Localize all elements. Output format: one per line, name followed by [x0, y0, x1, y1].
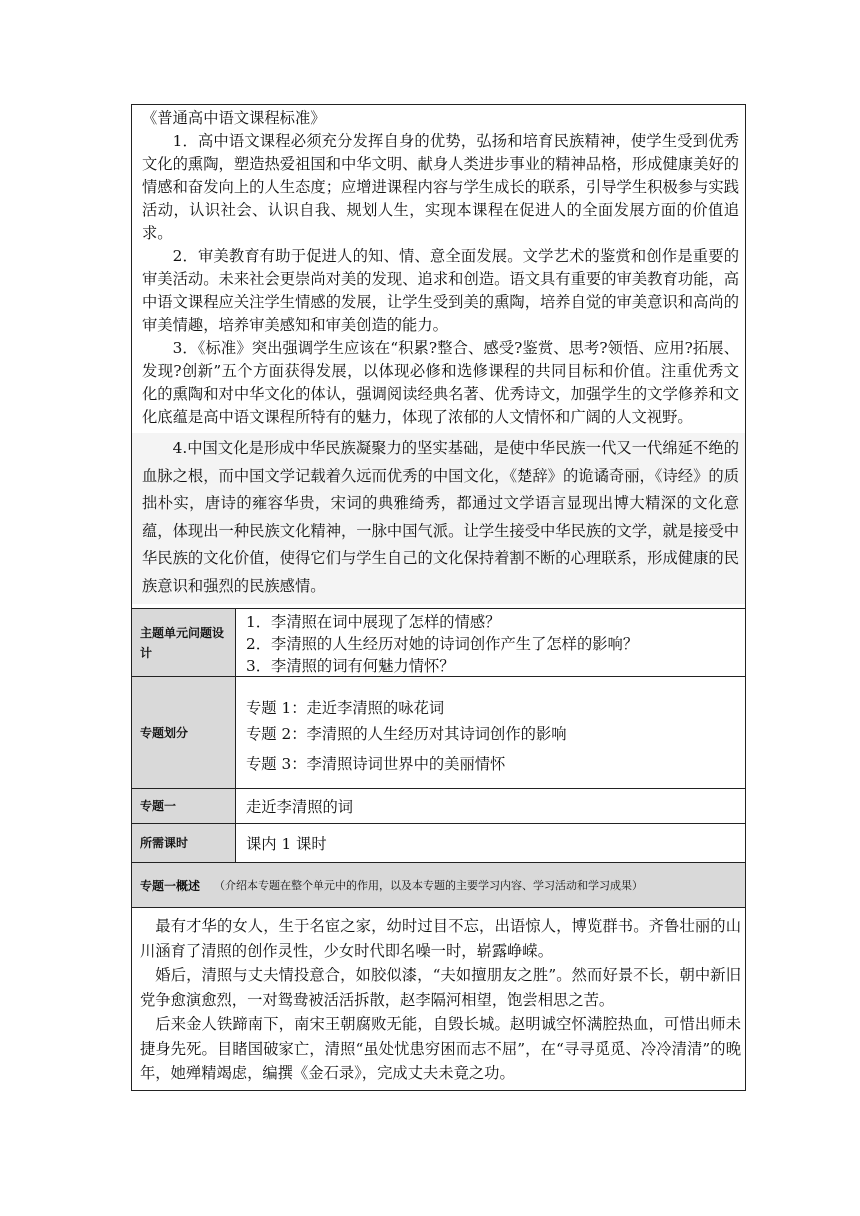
- topic-one-row: [132, 788, 745, 823]
- overview-summary: [132, 907, 745, 1090]
- hours-row: [132, 823, 745, 862]
- overview-note: （介绍本专题在整个单元中的作用，以及本专题的主要学习内容、学习活动和学习成果）: [214, 879, 644, 892]
- question-item: 3．李清照的词有何魅力情怀？: [246, 657, 455, 675]
- standard-paragraph-4-block: [132, 433, 745, 604]
- topic-item: 专题 3：李清照诗词世界中的美丽情怀: [246, 755, 506, 773]
- lesson-plan-table: [131, 104, 746, 1091]
- summary-paragraph: 后来金人铁蹄南下，南宋王朝腐败无能，自毁长城。赵明诚空怀满腔热血，可惜出师未捷身先死。目睹国破家亡，清照“虽处忧患穷困而志不屈”，在“寻寻觅觅、冷冷清清”的晚年，她殚精竭虑，编撰《金石录》，完成丈夫未竟之功。: [140, 1015, 741, 1082]
- topic-one-value: 走近李清照的词: [246, 798, 354, 816]
- summary-paragraph: 婚后，清照与丈夫情投意合，如胶似漆，“夫如擅朋友之胜”。然而好景不长，朝中新旧党争愈演愈烈，一对鸳鸯被活活拆散，赵李隔河相望，饱尝相思之苦。: [140, 966, 741, 1009]
- overview-label: 专题一概述: [140, 878, 201, 893]
- hours-value: 课内 1 课时: [246, 835, 327, 853]
- topics-label: 专题划分: [132, 677, 236, 788]
- question-item: 1．李清照在词中展现了怎样的情感？: [246, 613, 501, 631]
- curriculum-standard-section: [132, 105, 745, 608]
- questions-content: [236, 609, 745, 676]
- hours-label: 所需课时: [132, 824, 236, 862]
- question-item: 2．李清照的人生经历对她的诗词创作产生了怎样的影响？: [246, 635, 639, 653]
- overview-header: [132, 862, 745, 907]
- topics-content: [236, 677, 745, 788]
- questions-row: [132, 608, 745, 676]
- summary-paragraph: 最有才华的女人，生于名宦之家，幼时过目不忘，出语惊人，博览群书。齐鲁壮丽的山川涵育了清照的创作灵性，少女时代即名噪一时，崭露峥嵘。: [140, 917, 741, 960]
- topic-item: 专题 1：走近李清照的咏花词: [246, 699, 445, 717]
- standard-title: 《普通高中语文课程标准》: [142, 109, 326, 127]
- standard-paragraph-4: 4.中国文化是形成中华民族凝聚力的坚实基础，是使中华民族一代又一代绵延不绝的血脉之根，而中国文学记载着久远而优秀的中国文化，《楚辞》的诡谲奇丽，《诗经》的质拙朴实，唐诗的雍容华贵，宋词的典雅绮秀，都通过文学语言显现出博大精深的文化意蕴，体现出一种民族文化精神，一脉中国气派。让学生接受中华民族的文学，就是接受中华民族的文化价值，使得它们与学生自己的文化保持着割不断的心理联系，形成健康的民族意识和强烈的民族感情。: [142, 439, 739, 595]
- standard-paragraph-3: 3．《标准》突出强调学生应该在“积累?整合、感受?鉴赏、思考?领悟、应用?拓展、发现?创新”五个方面获得发展，以体现必修和选修课程的共同目标和价值。注重优秀文化的熏陶和对中华文化的体认，强调阅读经典名著、优秀诗文，加强学生的文学修养和文化底蕴是高中语文课程所特有的魅力，体现了浓郁的人文情怀和广阔的人文视野。: [142, 339, 739, 426]
- topics-row: [132, 676, 745, 788]
- standard-paragraph-2: 2．审美教育有助于促进人的知、情、意全面发展。文学艺术的鉴赏和创作是重要的审美活动。未来社会更崇尚对美的发现、追求和创造。语文具有重要的审美教育功能，高中语文课程应关注学生情感的发展，让学生受到美的熏陶，培养自觉的审美意识和高尚的审美情趣，培养审美感知和审美创造的能力。: [142, 247, 739, 334]
- topic-one-label: 专题一: [132, 789, 236, 823]
- questions-label: 主题单元问题设计: [132, 609, 236, 676]
- topic-item: 专题 2：李清照的人生经历对其诗词创作的影响: [246, 725, 567, 743]
- standard-paragraph-1: 1．高中语文课程必须充分发挥自身的优势，弘扬和培育民族精神，使学生受到优秀文化的熏陶，塑造热爱祖国和中华文明、献身人类进步事业的精神品格，形成健康美好的情感和奋发向上的人生态度；应增进课程内容与学生成长的联系，引导学生积极参与实践活动，认识社会、认识自我、规划人生，实现本课程在促进人的全面发展方面的价值追求。: [142, 132, 739, 242]
